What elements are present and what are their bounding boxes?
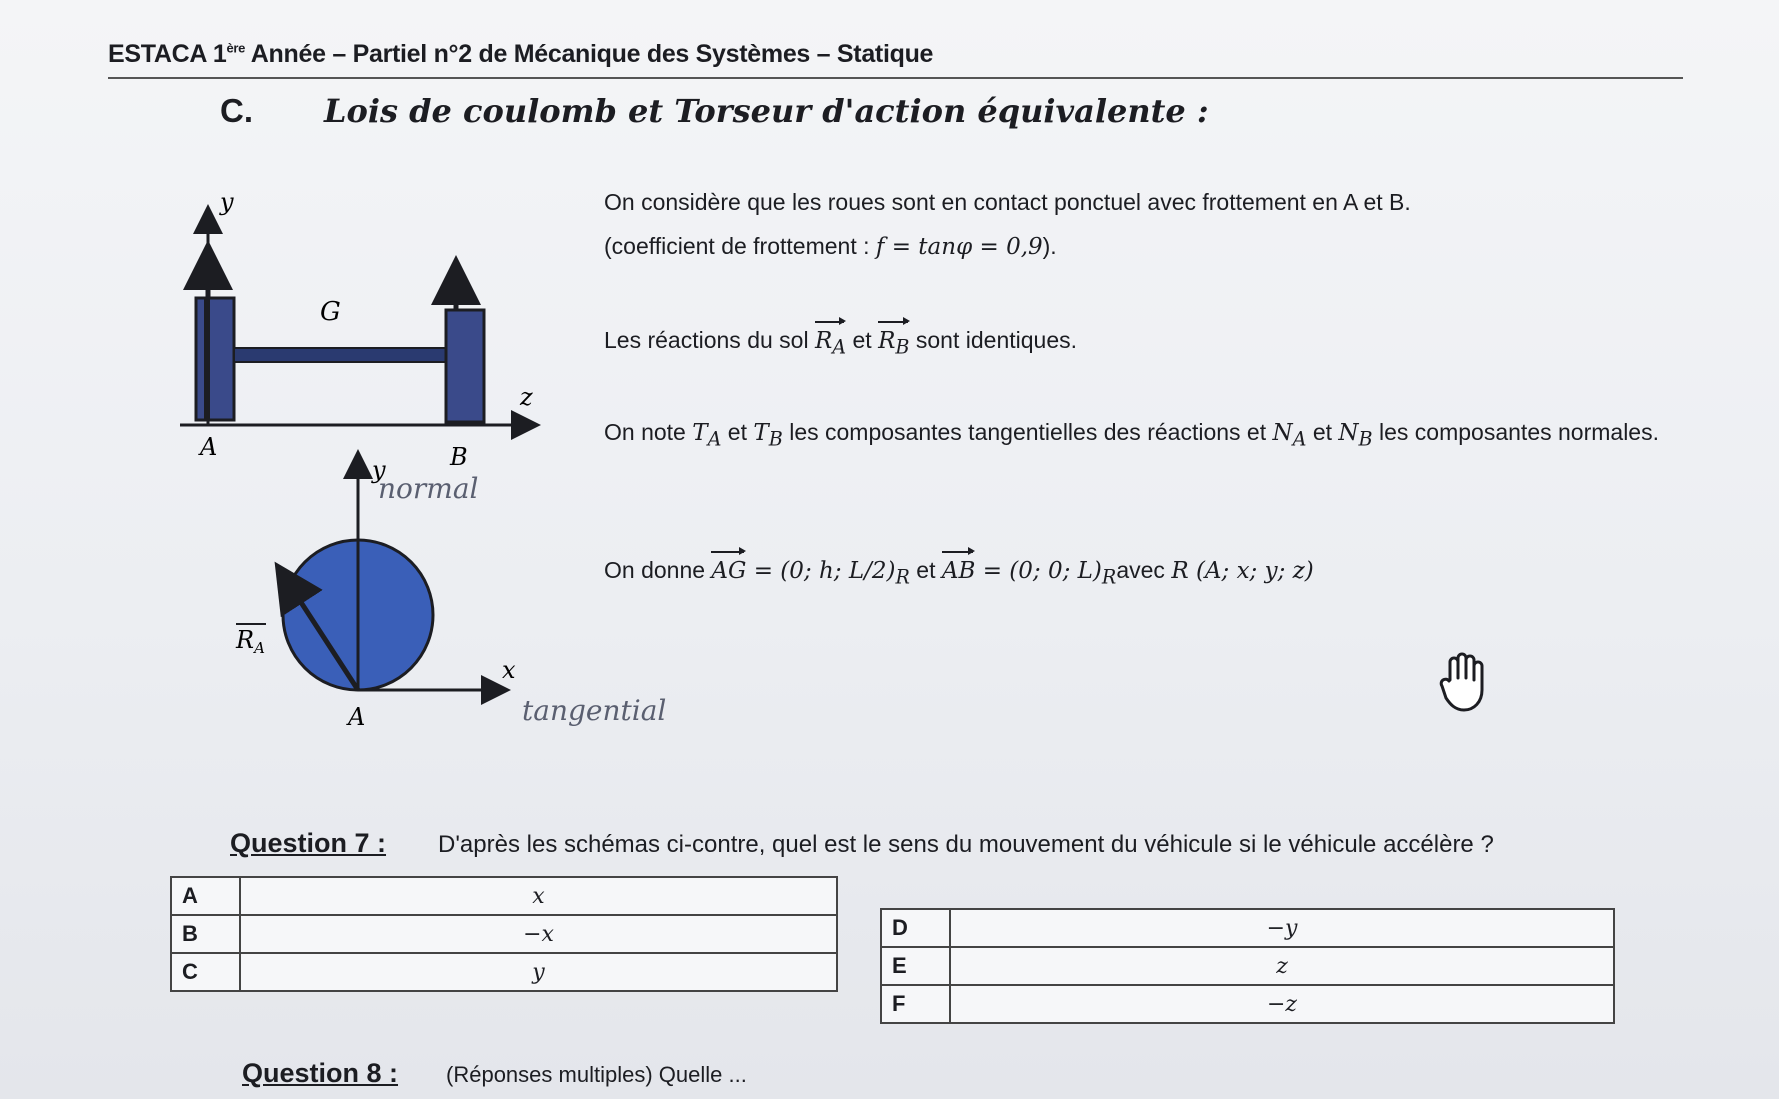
tb-symbol <box>753 420 783 451</box>
answer-key[interactable]: C <box>171 953 240 991</box>
na-subscript: A <box>1292 427 1307 451</box>
top-y-axis-label: y <box>220 188 234 216</box>
na-letter: N <box>1272 420 1293 446</box>
answer-key[interactable]: B <box>171 915 240 953</box>
axle <box>234 348 446 362</box>
p4a-text: On donne <box>604 557 712 583</box>
paragraph-reactions <box>604 318 1674 370</box>
p4-and: et <box>909 557 942 583</box>
ra-label-sub: A <box>254 639 265 657</box>
ab-value: = (0; 0; L) <box>975 558 1102 584</box>
handwritten-tangential: tangential <box>522 694 667 727</box>
bottom-a-label: A <box>348 703 366 731</box>
answer-key[interactable]: A <box>171 877 240 915</box>
tb-letter: T <box>753 420 769 446</box>
answer-value: −z <box>950 985 1614 1023</box>
wheel-a-rect <box>196 298 234 420</box>
reference-frame: R (A; x; y; z) <box>1171 558 1314 584</box>
ra-letter: R <box>814 328 833 354</box>
answer-row[interactable] <box>171 877 837 915</box>
ag-vector: AG <box>711 549 746 593</box>
answer-value: −x <box>240 915 837 953</box>
paragraph-friction <box>604 180 1674 269</box>
tb-subscript: B <box>768 427 783 451</box>
ag-value: = (0; h; L/2) <box>746 558 896 584</box>
ta-letter: T <box>692 420 708 446</box>
p3-and1: et <box>721 419 754 445</box>
header-text-b: Année – Partiel n°2 de Mécanique des Systèmes – Statique <box>245 40 934 68</box>
answers-table-left <box>170 876 838 992</box>
p1-text: On considère que les roues sont en contact ponctuel avec frottement en A et B. <box>604 189 1411 215</box>
p4b-text: avec <box>1116 557 1172 583</box>
ra-vector-text <box>815 319 846 370</box>
section-title: Lois de coulomb et Torseur d'action équivalente : <box>324 92 1209 130</box>
paragraph-components <box>604 410 1674 462</box>
answer-key[interactable]: E <box>881 947 950 985</box>
bottom-y-axis-label: y <box>372 456 386 484</box>
nb-letter: N <box>1338 420 1359 446</box>
answer-key[interactable]: F <box>881 985 950 1023</box>
answer-key[interactable]: D <box>881 909 950 947</box>
answers-table-right <box>880 908 1615 1024</box>
ta-symbol <box>692 420 722 451</box>
question-8-label: Question 8 : <box>242 1058 399 1088</box>
ab-vector: AB <box>942 549 976 593</box>
p2b-text: sont identiques. <box>909 327 1078 353</box>
answer-value: x <box>240 877 837 915</box>
hand-cursor-icon <box>1436 650 1492 714</box>
p3c-text: les composantes normales. <box>1372 419 1659 445</box>
wheel-a-rim <box>204 298 210 420</box>
handwritten-normal: normal <box>378 472 479 505</box>
ta-subscript: A <box>707 427 722 451</box>
answer-value: −y <box>950 909 1614 947</box>
top-b-label: B <box>450 443 468 471</box>
rb-letter: R <box>878 328 896 354</box>
answer-row[interactable] <box>881 909 1614 947</box>
question-8-text: (Réponses multiples) Quelle ... <box>446 1062 747 1087</box>
p2a-text: Les réactions du sol <box>604 327 815 353</box>
p3a-text: On note <box>604 419 693 445</box>
p3-and2: et <box>1306 419 1339 445</box>
question-7-text: D'après les schémas ci-contre, quel est le sens du mouvement du véhicule si le véhicule accélère ? <box>438 831 1494 858</box>
ra-label <box>235 626 265 657</box>
ra-label-r: R <box>236 626 255 654</box>
ag-frame: R <box>895 565 910 589</box>
p1b-text: (coefficient de frottement : <box>604 233 876 259</box>
top-z-axis-label: z <box>520 383 533 411</box>
bottom-x-axis-label: x <box>502 656 516 684</box>
rb-vector-text <box>878 319 909 370</box>
section-letter: C. <box>220 92 253 129</box>
nb-subscript: B <box>1358 427 1373 451</box>
exam-header <box>108 40 1683 79</box>
friction-formula: f = tanφ = 0,9 <box>875 234 1043 260</box>
na-symbol <box>1272 420 1307 451</box>
rb-subscript: B <box>895 335 910 359</box>
question-8 <box>242 1058 747 1089</box>
p2-and: et <box>846 327 879 353</box>
section-heading <box>220 92 1209 130</box>
answer-value: z <box>950 947 1614 985</box>
nb-symbol <box>1338 420 1373 451</box>
answer-value: y <box>240 953 837 991</box>
p1c-text: ). <box>1042 233 1057 259</box>
header-text-a: ESTACA 1 <box>108 40 227 68</box>
p3b-text: les composantes tangentielles des réactions et <box>782 419 1273 445</box>
question-7 <box>230 828 1494 859</box>
ra-subscript: A <box>832 335 847 359</box>
answer-row[interactable] <box>171 915 837 953</box>
answer-row[interactable] <box>171 953 837 991</box>
wheel-b-rect <box>446 310 484 422</box>
paragraph-given <box>604 548 1674 600</box>
g-label: G <box>320 297 341 327</box>
top-a-label: A <box>200 433 218 461</box>
answer-row[interactable] <box>881 985 1614 1023</box>
answer-row[interactable] <box>881 947 1614 985</box>
header-sup: ère <box>226 40 246 56</box>
ab-frame: R <box>1101 565 1117 589</box>
question-7-label: Question 7 : <box>230 828 387 858</box>
